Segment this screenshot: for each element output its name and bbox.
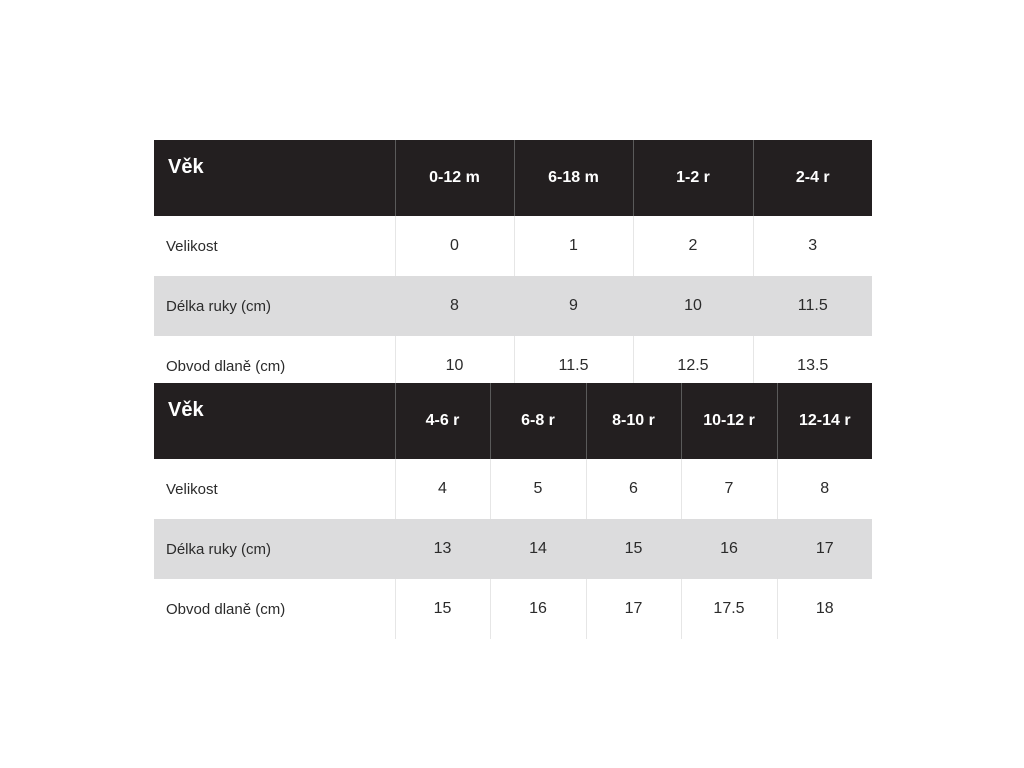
age-column-header: 6-18 m	[514, 140, 633, 216]
table-cell: 17.5	[681, 579, 777, 639]
row-label: Velikost	[154, 459, 395, 519]
table-cell: 11.5	[514, 336, 633, 396]
table-cell: 13.5	[753, 336, 872, 396]
row-label: Obvod dlaně (cm)	[154, 579, 395, 639]
table-cell: 16	[490, 579, 586, 639]
age-column-header: 4-6 r	[395, 383, 490, 459]
age-column-header: 8-10 r	[586, 383, 681, 459]
table-row-palm-circumference	[154, 579, 872, 639]
age-column-header: 2-4 r	[753, 140, 872, 216]
table-cell: 7	[681, 459, 777, 519]
table-cell: 17	[586, 579, 681, 639]
header-row	[154, 383, 872, 459]
table-cell: 5	[490, 459, 586, 519]
table-cell: 1	[514, 216, 633, 276]
header-row	[154, 140, 872, 216]
table-row-size	[154, 459, 872, 519]
table-cell: 0	[395, 216, 514, 276]
table-cell: 15	[586, 519, 681, 579]
table-cell: 12.5	[633, 336, 753, 396]
age-column-header: 1-2 r	[633, 140, 753, 216]
size-table-2	[154, 383, 872, 639]
table-cell: 15	[395, 579, 490, 639]
table-cell: 18	[777, 579, 872, 639]
age-header-label: Věk	[154, 383, 395, 459]
table-cell: 13	[395, 519, 490, 579]
table-cell: 16	[681, 519, 777, 579]
age-column-header: 0-12 m	[395, 140, 514, 216]
table-cell: 10	[633, 276, 753, 336]
table-cell: 9	[514, 276, 633, 336]
table-row-size	[154, 216, 872, 276]
age-column-header: 12-14 r	[777, 383, 872, 459]
row-label: Obvod dlaně (cm)	[154, 336, 395, 396]
row-label: Délka ruky (cm)	[154, 276, 395, 336]
age-column-header: 10-12 r	[681, 383, 777, 459]
table-cell: 11.5	[753, 276, 872, 336]
table-row-hand-length	[154, 519, 872, 579]
table-cell: 14	[490, 519, 586, 579]
table-cell: 8	[395, 276, 514, 336]
table-row-hand-length	[154, 276, 872, 336]
table-cell: 2	[633, 216, 753, 276]
table-cell: 8	[777, 459, 872, 519]
table-cell: 10	[395, 336, 514, 396]
table-cell: 3	[753, 216, 872, 276]
table-cell: 6	[586, 459, 681, 519]
row-label: Velikost	[154, 216, 395, 276]
size-table-1	[154, 140, 872, 396]
age-header-label: Věk	[154, 140, 395, 216]
row-label: Délka ruky (cm)	[154, 519, 395, 579]
table-cell: 4	[395, 459, 490, 519]
age-column-header: 6-8 r	[490, 383, 586, 459]
table-cell: 17	[777, 519, 872, 579]
